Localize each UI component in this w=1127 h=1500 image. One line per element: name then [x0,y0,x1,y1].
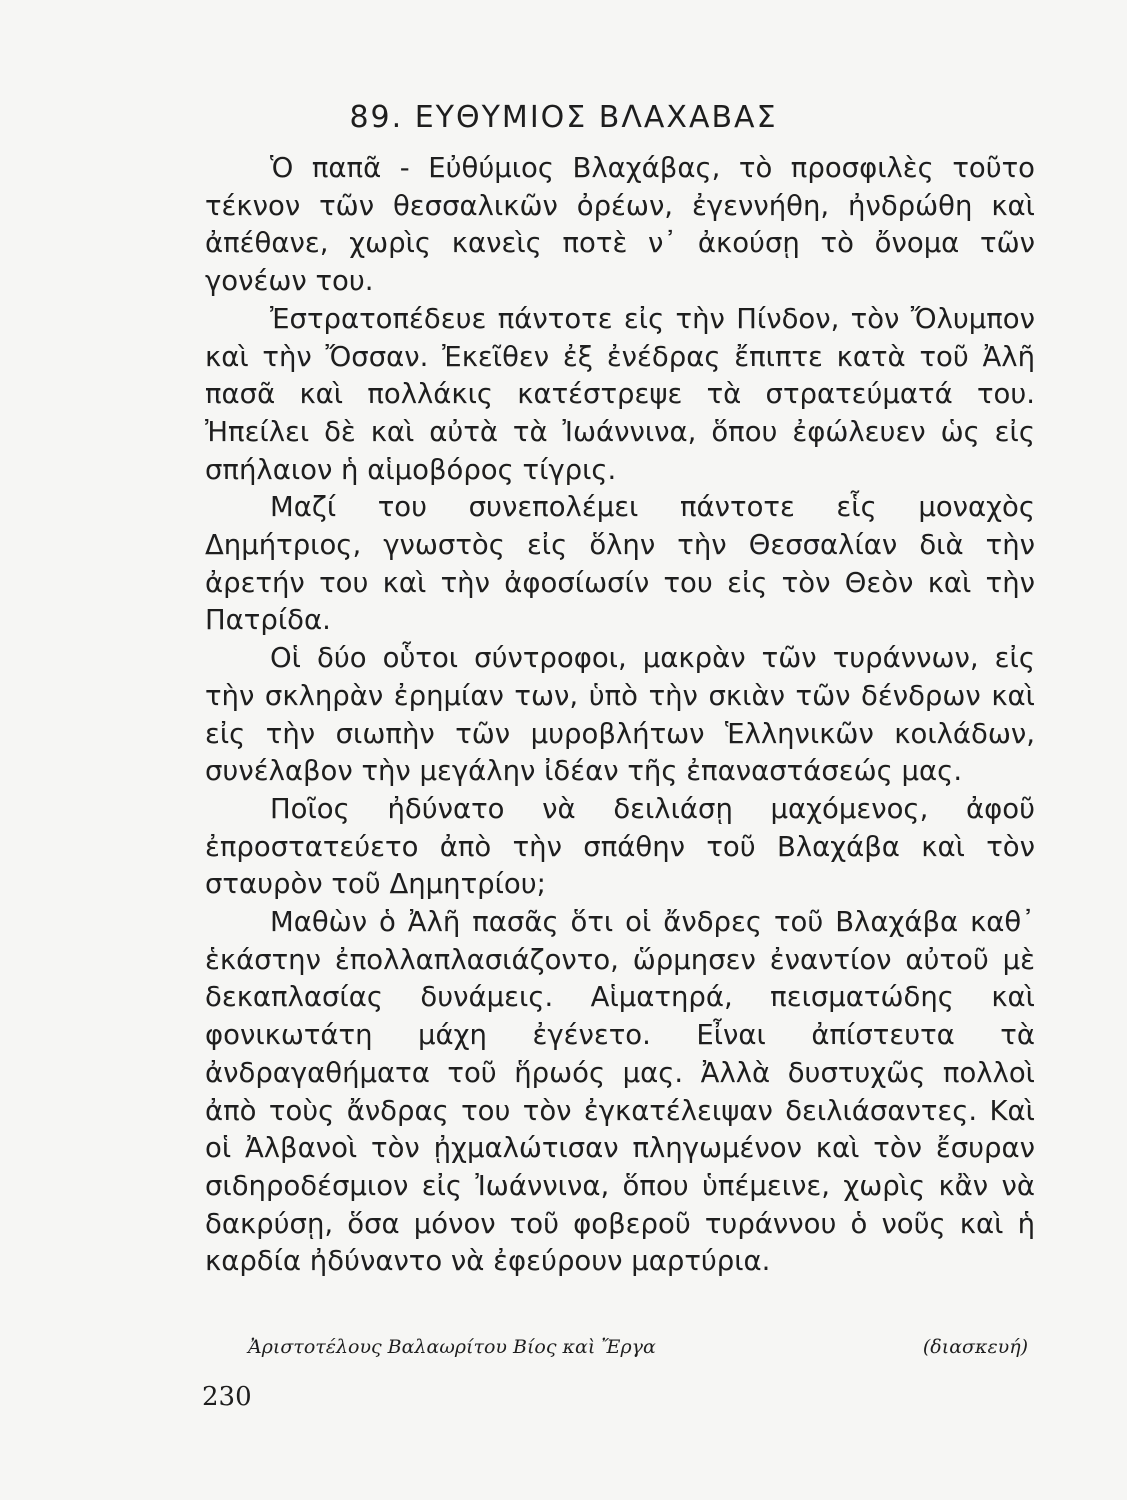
paragraph-2: Ἐστρατοπέδευε πάντοτε εἰς τὴν Πίνδον, τὸν Ὄλυμπον καὶ τὴν Ὄσσαν. Ἐκεῖθεν ἐξ ἐνέδρας ἔπιπτε κατὰ τοῦ Ἀλῆ πασᾶ καὶ πολλάκις κατέστρεψε τὰ στρατεύματά του. Ἠπείλει δὲ καὶ αὐτὰ τὰ Ἰωάννινα, ὅπου ἐφώλευεν ὡς εἰς σπήλαιον ἡ αἱμοβόρος τίγρις. [205,302,1035,486]
paragraph-6: Μαθὼν ὁ Ἀλῆ πασᾶς ὅτι οἱ ἄνδρες τοῦ Βλαχάβα καθ᾽ ἑκάστην ἐπολλαπλασιάζοντο, ὥρμησεν ἐναντίον αὐτοῦ μὲ δεκαπλασίας δυνάμεις. Αἱματηρά, πεισματώδης καὶ φονικωτάτη μάχη ἐγένετο. Εἶναι ἀπίστευτα τὰ ἀνδραγαθήματα τοῦ ἥρωός μας. Ἀλλὰ δυστυχῶς πολλοὶ ἀπὸ τοὺς ἄνδρας του τὸν ἐγκατέλειψαν δειλιάσαντες. Καὶ οἱ Ἀλβανοὶ τὸν ᾐχμαλώτισαν πληγωμένον καὶ τὸν ἔσυραν σιδηροδέσμιον εἰς Ἰωάννινα, ὅπου ὑπέμεινε, χωρὶς κἂν νὰ δακρύσῃ, ὅσα μόνον τοῦ φοβεροῦ τυράννου ὁ νοῦς καὶ ἡ καρδία ἠδύναντο νὰ ἐφεύρουν μαρτύρια. [205,906,1035,1278]
source-citation [248,1336,1028,1358]
adaptation-note: (διασκευή) [922,1336,1028,1358]
chapter-title: 89. ΕΥΘΥΜΙΟΣ ΒΛΑΧΑΒΑΣ [349,100,778,135]
paragraph-3: Μαζί του συνεπολέμει πάντοτε εἷς μοναχὸς Δημήτριος, γνωστὸς εἰς ὅλην τὴν Θεσσαλίαν διὰ τὴν ἀρετήν του καὶ τὴν ἀφοσίωσίν του εἰς τὸν Θεὸν καὶ τὴν Πατρίδα. [205,491,1035,637]
page-number: 230 [202,1382,252,1412]
source-title: Ἀριστοτέλους Βαλαωρίτου Βίος καὶ Ἔργα [248,1336,656,1358]
paragraph-4: Οἱ δύο οὗτοι σύντροφοι, μακρὰν τῶν τυράννων, εἰς τὴν σκληρὰν ἐρημίαν των, ὑπὸ τὴν σκιὰν τῶν δένδρων καὶ εἰς τὴν σιωπὴν τῶν μυροβλήτων Ἑλληνικῶν κοιλάδων, συνέλαβον τὴν μεγάλην ἰδέαν τῆς ἐπαναστάσεώς μας. [205,642,1035,788]
paragraph-5: Ποῖος ἠδύνατο νὰ δειλιάσῃ μαχόμενος, ἀφοῦ ἐπροστατεύετο ἀπὸ τὴν σπάθην τοῦ Βλαχάβα καὶ τὸν σταυρὸν τοῦ Δημητρίου; [205,792,1035,901]
body-text [205,150,1035,1281]
paragraph-1: Ὁ παπᾶ - Εὐθύμιος Βλαχάβας, τὸ προσφιλὲς τοῦτο τέκνον τῶν θεσσαλικῶν ὀρέων, ἐγεννήθη, ἠνδρώθη καὶ ἀπέθανε, χωρὶς κανεὶς ποτὲ ν᾽ ἀκούσῃ τὸ ὄνομα τῶν γονέων του. [205,152,1035,298]
